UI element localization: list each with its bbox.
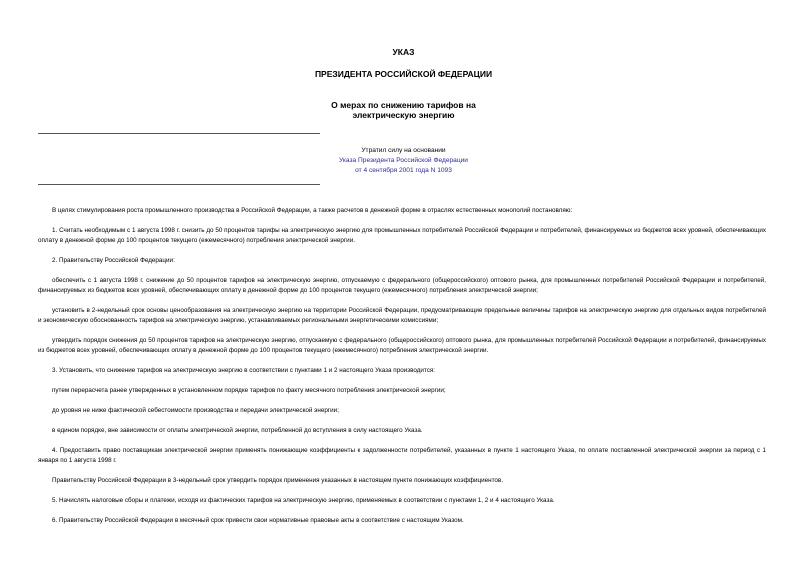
paragraph-2: 2. Правительству Российской Федерации: <box>52 257 175 264</box>
paragraph-preamble: В целях стимулирования роста промышленного производства в Российской Федерации, а также расчетов в денежной форме в отраслях естественных монополий постановляю: <box>52 207 573 214</box>
paragraph-2-3: утвердить порядок снижения до 50 процентов тарифов на электрическую энергию, отпускаемую с федерального (общероссийского) оптового рынка, для промышленных потребителей Российской Федерации и потребителей, финансируемых из бюджетов всех уровней, обеспечивающих оплату в денежной форме до 100 процентов текущего (ежемесячного) потребления электрической энергии. <box>38 337 766 354</box>
paragraph-4: 4. Предоставить право поставщикам электрической энергии применять понижающие коэффициенты к задолженности потребителей, указанных в пункте 1 настоящего Указа, по оплате поставленной электрической энергии за период с 1 января по 1 августа 1998 г. <box>38 447 766 464</box>
paragraph-3-3: в едином порядке, вне зависимости от оплаты электрической энергии, потребленной до вступления в силу настоящего Указа. <box>52 427 423 434</box>
paragraph-4-1: Правительству Российской Федерации в 3-недельный срок утвердить порядок применения указанных в настоящем пункте понижающих коэффициентов. <box>52 477 503 484</box>
paragraph-2-2: установить в 2-недельный срок основы ценообразования на электрическую энергию на территории Российской Федерации, предусматривающие предельные величины тарифов на электрическую энергию для отдельных видов потребителей и экономическую обоснованность тарифов на электрическую энергию, устанавливаемых региональными энергетическими комиссиями; <box>38 307 766 324</box>
document-title-line-2: электрическую энергию <box>352 110 455 120</box>
paragraph-6: 6. Правительству Российской Федерации в месячный срок привести свои нормативные правовые акты в соответствие с настоящим Указом. <box>52 517 464 524</box>
document-title <box>0 100 807 120</box>
top-divider <box>38 133 320 134</box>
paragraph-2-1: обеспечить с 1 августа 1998 г. снижение до 50 процентов тарифов на электрическую энергию, отпускаемую с федерального (общероссийского) оптового рынка, для промышленных потребителей Российской Федерации и потребителей, финансируемых из бюджетов всех уровней, обеспечивающих оплату в денежной форме до 100 процентов текущего (ежемесячного) потребления электрической энергии; <box>38 277 766 294</box>
document-title-line-1: О мерах по снижению тарифов на <box>331 100 476 110</box>
bottom-divider <box>38 184 320 185</box>
issuer-heading: ПРЕЗИДЕНТА РОССИЙСКОЙ ФЕДЕРАЦИИ <box>314 69 493 79</box>
paragraph-3-2: до уровня не ниже фактической себестоимости производства и передачи электрической энергии; <box>52 407 339 414</box>
paragraph-5: 5. Начислять налоговые сборы и платежи, исходя из фактических тарифов на электрическую энергию, применяемых в соответствии с пунктами 1, 2 и 4 настоящего Указа. <box>52 497 555 504</box>
repeal-note <box>0 146 807 176</box>
repeal-decree-date-link[interactable]: от 4 сентября 2001 года N 1093 <box>355 167 452 174</box>
paragraph-1: 1. Считать необходимым с 1 августа 1998 г. снизить до 50 процентов тарифы на электрическую энергию для промышленных потребителей Российской Федерации и потребителей, финансируемых из бюджетов всех уровней, обеспечивающих оплату в денежной форме до 100 процентов текущего (ежемесячного) потребления электрической энергии. <box>38 227 766 244</box>
repeal-note-text: Утратил силу на основании <box>361 147 446 154</box>
paragraph-3-1: путем перерасчета ранее утвержденных в установленном порядке тарифов по факту месячного потребления электрической энергии; <box>52 387 446 394</box>
document-type-heading: УКАЗ <box>392 47 415 57</box>
repeal-decree-link[interactable]: Указа Президента Российской Федерации <box>339 157 468 164</box>
document-body <box>38 206 766 526</box>
paragraph-3: 3. Установить, что снижение тарифов на электрическую энергию в соответствии с пунктами 1 и 2 настоящего Указа производится: <box>52 367 436 374</box>
